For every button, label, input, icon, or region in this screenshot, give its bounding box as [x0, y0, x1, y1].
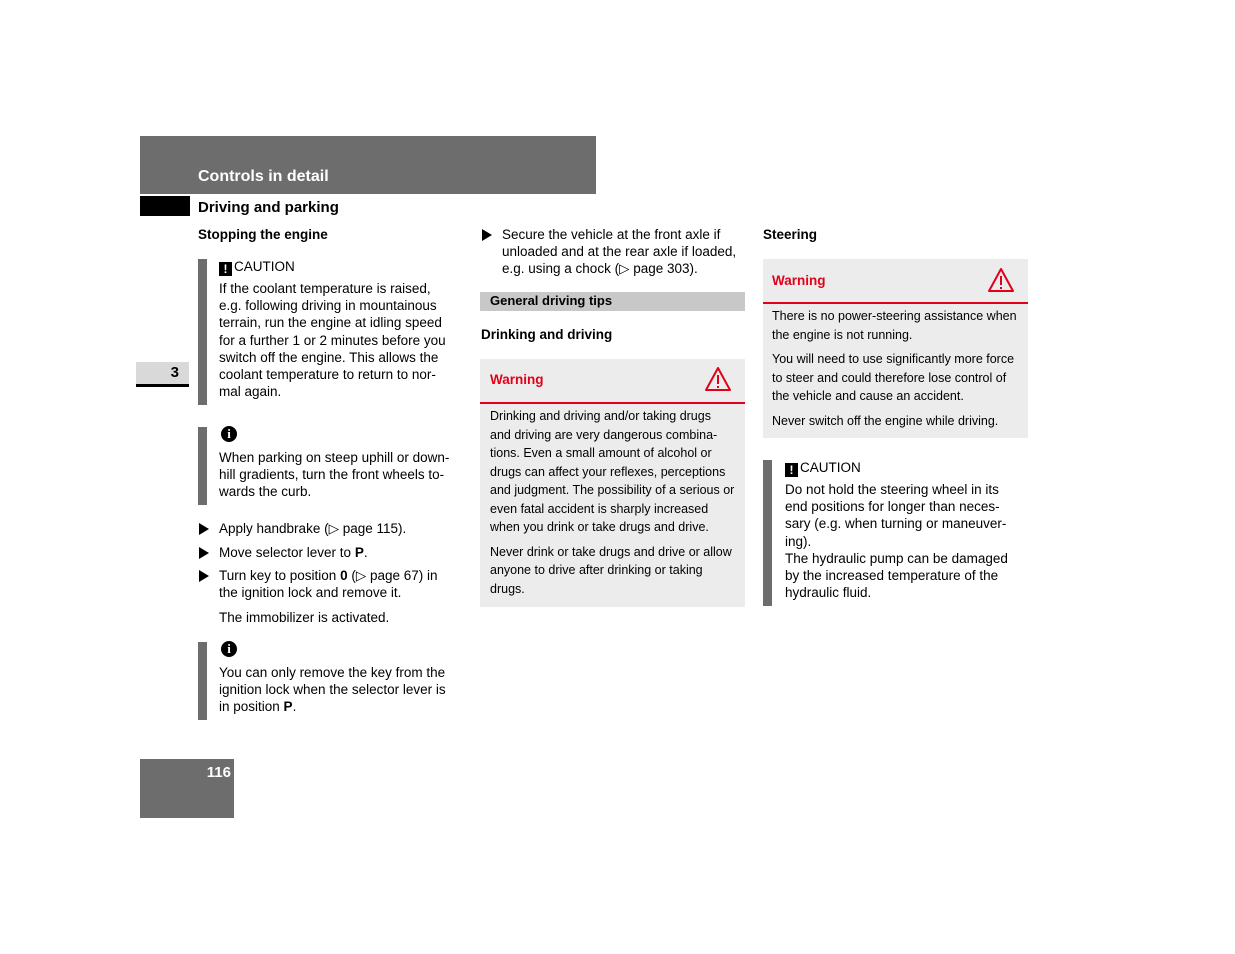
steering-heading: Steering: [763, 227, 818, 242]
caution-heading: [785, 459, 861, 477]
warning-triangle-icon: [704, 366, 732, 392]
caution-label: CAUTION: [800, 460, 861, 475]
chapter-title: Controls in detail: [198, 168, 329, 185]
step-turn-key: Turn key to position 0 (▷ page 67) in the ignition lock and remove it.: [219, 568, 438, 601]
chapter-number: 3: [170, 364, 179, 381]
step-move-selector: Move selector lever to P.: [219, 545, 368, 560]
section-title: Driving and parking: [198, 199, 339, 216]
drinking-driving-heading: Drinking and driving: [481, 327, 613, 342]
stopping-engine-heading: Stopping the engine: [198, 227, 328, 242]
step-arrow-icon: [199, 569, 209, 585]
step-arrow-icon: [482, 228, 492, 244]
info-line: in position P.: [219, 699, 297, 715]
immobilizer-note: The immobilizer is activated.: [219, 610, 390, 625]
info-line: When parking on steep uphill or down-: [219, 450, 450, 465]
caution-line: mal again.: [219, 384, 282, 400]
warning-text: Drinking and driving and/or taking drugs and driving are very dangerous combina- tions. Even a small amount of alcohol or drugs can affect your reflexes, perceptions and judgment. The possibility of a serious or even fatal accident is sharply increased when you drink or take drugs and drive. Never drink or take drugs and drive or allow anyone to drive after drinking or taking drugs.: [490, 409, 735, 596]
info-line: hill gradients, turn the front wheels to-: [219, 467, 445, 483]
info-icon: i: [221, 641, 237, 657]
warning-divider: [763, 302, 1028, 304]
warning-label: Warning: [490, 372, 544, 387]
caution-line: hydraulic fluid.: [785, 585, 872, 601]
caution-bar: [198, 259, 207, 405]
caution-line: switch off the engine. This allows the: [219, 349, 439, 365]
caution-line: sary (e.g. when turning or maneuver-: [785, 516, 1007, 532]
step-arrow-icon: [199, 522, 209, 538]
caution-bar: [763, 460, 772, 606]
caution-line: If the coolant temperature is raised,: [219, 281, 431, 296]
info-text: [219, 449, 469, 501]
caution-line: by the increased temperature of the: [785, 568, 999, 584]
info-line: You can only remove the key from the: [219, 665, 446, 680]
caution-line: for a further 1 or 2 minutes before you: [219, 332, 446, 348]
section-marker: [140, 196, 190, 216]
info-bar: [198, 427, 207, 505]
info-line: wards the curb.: [219, 484, 312, 500]
exclamation-icon: !: [785, 463, 798, 477]
caution-line: coolant temperature to return to nor-: [219, 367, 436, 383]
step-arrow-icon: [199, 546, 209, 562]
step-secure-vehicle: Secure the vehicle at the front axle if unloaded and at the rear axle if loaded, e.g. using a chock (▷ page 303).: [502, 227, 737, 277]
exclamation-icon: !: [219, 262, 232, 276]
caution-text: [219, 280, 469, 400]
caution-text: [785, 481, 1025, 601]
warning-label: Warning: [772, 273, 826, 288]
info-line: ignition lock when the selector lever is: [219, 682, 446, 698]
caution-line: Do not hold the steering wheel in its: [785, 482, 999, 497]
caution-heading: [219, 258, 295, 276]
general-tips-heading: General driving tips: [490, 293, 613, 308]
caution-line: end positions for longer than neces-: [785, 499, 1000, 515]
caution-label: CAUTION: [234, 259, 295, 274]
info-bar: [198, 642, 207, 720]
warning-divider: [480, 402, 745, 404]
caution-line: terrain, run the engine at idling speed: [219, 315, 442, 331]
info-text: [219, 664, 469, 716]
info-icon: i: [221, 426, 237, 442]
step-apply-handbrake: Apply handbrake (▷ page 115).: [219, 521, 407, 536]
caution-line: The hydraulic pump can be damaged: [785, 550, 1008, 566]
warning-text: There is no power-steering assistance when the engine is not running. You will need to use significantly more force to steer and could therefore lose control of the vehicle and cause an accident. Never switch off the engine while driving.: [772, 309, 1017, 428]
warning-triangle-icon: [987, 267, 1015, 293]
caution-line: e.g. following driving in mountainous: [219, 298, 437, 314]
caution-line: ing).: [785, 533, 812, 549]
page-number: 116: [206, 764, 231, 781]
